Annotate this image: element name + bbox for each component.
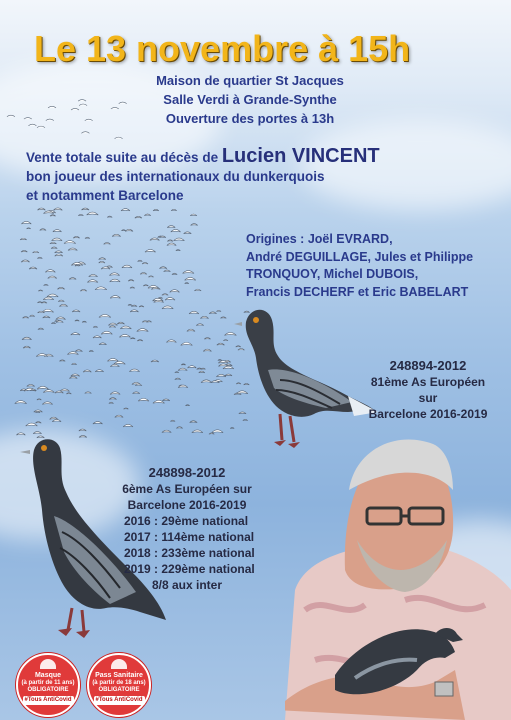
flock-bird [183,271,194,274]
pass-badge-title: Pass Sanitaire [95,672,143,679]
flock-bird [167,226,175,228]
flock-bird [50,417,58,419]
flock-bird [190,421,198,423]
flock-bird [52,238,63,241]
flock-bird [165,298,175,301]
flock-bird [158,297,163,298]
mask-badge-tag: #Tous AntiCovid [24,697,72,703]
flock-bird [216,310,221,311]
flock-bird [99,261,105,263]
flock-bird [55,254,63,256]
flock-bird [78,214,83,215]
flock-bird [22,337,32,339]
flock-bird [60,389,70,391]
flock-bird [110,392,120,395]
flock-bird [36,354,48,357]
flock-bird [139,306,144,307]
flock-bird [33,251,39,253]
venue-line-3: Ouverture des portes à 13h [165,111,335,126]
sale-line-2: bon joueur des internationaux du dunkerquois [26,169,325,184]
flock-bird [185,405,189,406]
flock-bird [209,312,217,314]
flock-bird [185,277,196,280]
flock-bird [59,304,67,306]
flock-bird [37,126,45,128]
mask-badge-status: OBLIGATOIRE [27,687,69,693]
pigeon-1-line-3: Barcelone 2016-2019 [368,407,488,421]
pigeon-2-line-2: Barcelone 2016-2019 [127,498,247,512]
flock-bird [123,408,128,409]
flock-bird [51,247,57,249]
flock-bird [82,321,87,322]
flock-bird [129,369,139,372]
flock-bird [121,209,130,211]
flock-bird [144,214,151,216]
flock-bird [196,324,204,326]
flock-bird [142,262,148,263]
flock-bird [185,283,189,284]
flock-bird [21,250,27,252]
flock-bird [189,311,199,313]
flock-bird [192,430,203,433]
flock-bird [148,276,153,277]
flock-bird [159,267,167,269]
flock-bird [117,322,125,324]
sale-line-3: et notamment Barcelone [26,188,184,203]
flock-bird [75,320,80,321]
flock-bird [41,302,47,303]
flock-bird [162,399,170,401]
flock-bird [162,306,173,309]
venue-line-1: Maison de quartier St Jacques [156,73,344,88]
flock-bird [38,328,44,329]
flock-bird [42,402,52,405]
flock-bird [201,380,212,383]
flock-bird [15,401,27,404]
flock-bird [42,309,54,312]
flock-bird [170,420,175,421]
flock-bird [21,260,30,262]
flock-bird [37,208,45,210]
flock-bird [104,242,111,244]
flock-bird [110,296,120,299]
flock-bird [55,251,63,253]
headline-date: Le 13 novembre à 15h [34,28,411,69]
flock-bird [135,384,142,386]
pigeon-2-inter: 8/8 aux inter [151,578,223,592]
flock-bird [122,265,132,268]
pigeon-2-info [102,465,272,593]
flock-bird [187,329,195,331]
breeder-name: Lucien VINCENT [221,145,380,167]
flock-bird [40,229,46,231]
flock-bird [109,326,116,328]
pass-badge-sub: (à partir de 18 ans) [92,680,146,686]
flock-bird [130,287,135,288]
flock-bird [130,310,138,312]
flock-bird [27,228,31,229]
flock-bird [53,208,62,210]
flock-bird [121,230,125,231]
flock-bird [138,398,149,401]
flock-bird [110,279,121,282]
flock-bird [167,240,173,241]
flock-bird [46,119,54,121]
flock-bird [112,234,121,236]
flock-bird [43,390,54,393]
flock-bird [194,289,201,291]
flock-bird [35,422,41,423]
flock-bird [93,326,98,327]
flock-bird [164,270,171,272]
flock-bird [43,297,54,300]
flock-bird [171,209,177,210]
flock-bird [93,422,103,424]
flock-bird [218,360,222,361]
flock-bird [128,304,132,305]
flock-bird [176,427,182,429]
flock-bird [52,419,61,421]
flock-bird [48,276,57,278]
flock-bird [110,364,119,366]
flock-bird [56,317,66,319]
flock-bird [71,333,80,335]
breeder-photo [285,420,511,720]
flock-bird [151,360,159,362]
flock-bird [130,338,135,339]
flock-bird [145,249,156,252]
flock-bird [78,100,86,102]
flock-bird [109,273,119,276]
flock-bird [37,257,42,258]
flock-bird [58,300,64,302]
venue-line-2: Salle Verdi à Grande-Synthe [163,92,337,107]
flock-bird [85,119,93,121]
flock-bird [204,338,210,340]
flock-bird [166,340,176,343]
flock-bird [50,242,57,244]
flock-bird [107,216,112,217]
flock-bird [172,273,177,274]
flock-bird [37,399,42,400]
flock-bird [137,329,149,332]
flock-bird [66,393,71,394]
flock-bird [95,370,103,372]
flock-bird [81,208,89,210]
flock-bird [190,214,197,216]
flock-bird [44,284,49,285]
flock-bird [48,106,56,108]
flock-bird [89,274,98,276]
flock-bird [87,212,99,215]
flock-bird [109,398,116,400]
flock-bird [69,376,77,378]
flock-bird [220,317,226,318]
flock-bird [176,250,181,251]
flock-bird [150,238,160,240]
flock-bird [85,237,90,238]
flock-bird [20,238,27,240]
flock-bird [181,364,185,365]
sale-description [26,147,496,205]
flock-bird [59,360,65,361]
flock-bird [71,374,80,376]
flock-bird [184,232,192,234]
flock-bird [108,323,117,325]
mask-badge-sub: (à partir de 11 ans) [21,680,75,686]
flock-bird [22,317,28,319]
flock-bird [199,371,205,373]
health-pass-required-badge [87,653,151,717]
flock-bird [203,349,211,351]
flock-bird [175,372,179,373]
origins-list [246,231,506,301]
flock-bird [67,352,78,355]
flock-bird [95,287,107,290]
flock-bird [200,316,208,318]
flock-bird [38,290,43,291]
flock-bird [125,229,133,231]
flock-bird [119,334,130,337]
flock-bird [167,243,176,245]
sale-prefix: Vente totale suite au décès de [26,150,222,165]
pigeon-1-line-2: sur [418,391,438,405]
flock-bird [53,230,62,232]
origins-line-1: Origines : Joël EVRARD, [246,232,393,246]
flock-bird [51,323,55,324]
flock-bird [178,368,187,370]
mask-badge-title: Masque [34,672,62,679]
flock-bird [7,115,15,117]
flock-bird [43,316,51,318]
flock-bird [23,346,31,348]
flock-bird [68,248,77,250]
flock-bird [209,433,214,434]
flock-bird [114,361,126,364]
flock-bird [132,392,139,394]
flock-bird [71,108,79,110]
pass-icon [111,659,127,669]
flock-bird [26,423,38,426]
flock-bird [73,236,80,238]
flock-bird [175,378,181,380]
flock-bird [216,374,226,376]
flock-bird [181,342,193,345]
flock-bird [89,350,94,351]
flock-bird [55,391,64,393]
pigeon-2-result-2019: 2019 : 229ème national [124,562,255,576]
flock-bird [85,392,92,394]
flock-bird [137,340,143,341]
flock-bird [99,314,111,317]
pigeon-2-line-1: 6ème As Européen sur [122,482,252,496]
pigeon-2-result-2018: 2018 : 233ème national [124,546,255,560]
flock-bird [123,424,133,426]
pigeon-2-result-2017: 2017 : 114ème national [124,530,255,544]
flock-bird [24,118,32,120]
flock-bird [99,343,107,345]
flock-bird [21,221,31,223]
flock-bird [138,260,143,261]
flock-bird [27,384,35,386]
origins-line-2: André DEGUILLAGE, Jules et Philippe [246,249,474,264]
flock-bird [115,137,123,139]
pass-badge-tag: #Tous AntiCovid [95,697,143,703]
pigeon-2-ring: 248898-2012 [148,465,226,480]
mask-required-badge [16,653,80,717]
flock-bird [83,370,91,372]
flock-bird [201,368,206,369]
flock-bird [79,104,87,106]
flock-bird [191,224,198,226]
pigeon-1-info [354,358,502,422]
flock-bird [101,331,112,334]
flock-bird [120,326,131,329]
flock-bird [93,336,102,338]
origins-line-4: Francis DECHERF et Eric BABELART [246,284,469,299]
flock-bird [50,215,56,216]
flock-bird [109,402,114,403]
flock-bird [45,270,55,273]
flock-bird [29,315,34,316]
flock-bird [143,285,148,286]
flock-bird [140,272,147,274]
flock-bird [71,363,76,364]
flock-bird [212,430,223,433]
flock-bird [107,358,118,361]
mask-icon [40,659,56,669]
flock-bird [64,241,76,244]
flock-bird [75,350,82,352]
pass-badge-status: OBLIGATOIRE [98,687,140,693]
flock-bird [171,229,181,231]
flock-bird [47,294,58,297]
flock-bird [79,429,87,431]
flock-bird [162,294,168,296]
flock-bird [57,287,64,289]
flock-bird [153,209,159,210]
flock-bird [187,366,196,368]
venue-info [100,71,400,128]
origins-line-3: TRONQUOY, Michel DUBOIS, [246,267,419,281]
flock-bird [135,216,142,218]
flock-bird [29,267,37,269]
flock-bird [81,132,89,134]
flock-bird [87,280,98,283]
pigeon-1-ring: 248894-2012 [389,358,467,373]
flock-bird [174,238,185,241]
flock-bird [115,415,123,417]
flock-bird [28,124,36,126]
flock-bird [99,258,106,260]
flock-bird [37,386,48,389]
flock-bird [170,290,180,292]
pigeon-2-result-2016: 2016 : 29ème national [124,514,249,528]
flock-bird [128,280,134,281]
flock-bird [69,278,76,280]
flock-bird [72,310,80,312]
flock-bird [217,343,225,345]
pigeon-1-line-1: 81ème As Européen [370,375,486,389]
flock-bird [80,289,87,291]
